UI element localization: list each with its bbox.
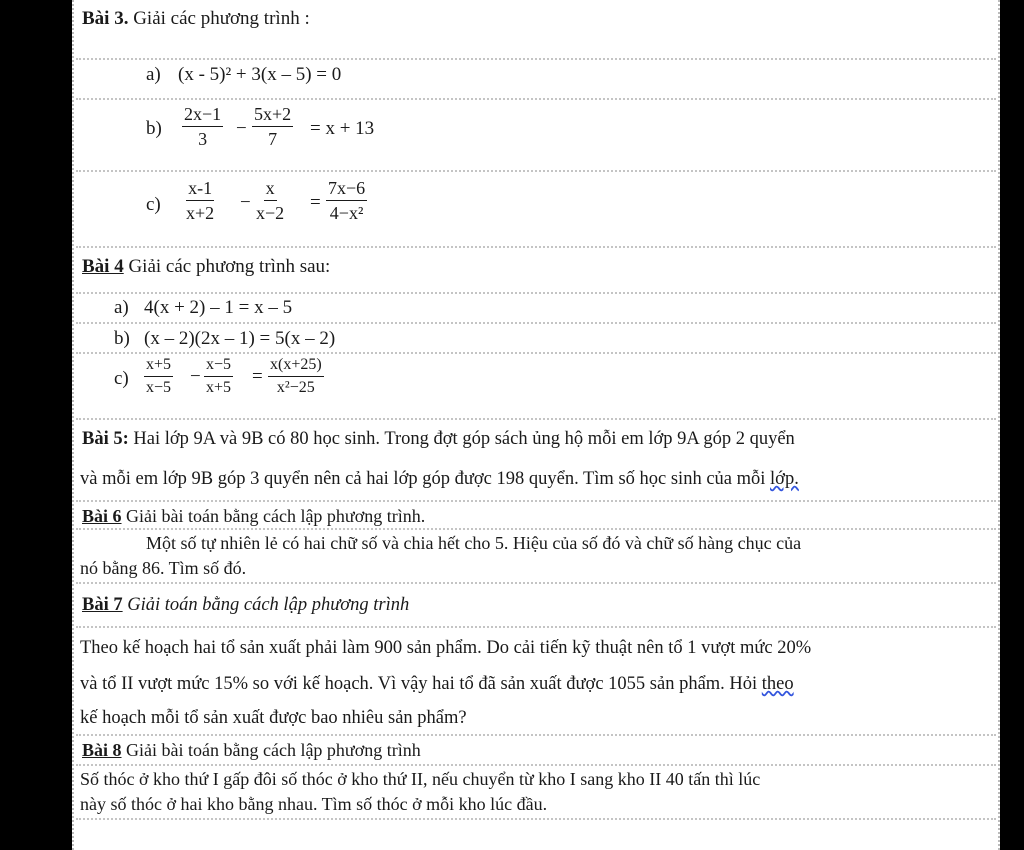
- bai3-heading: Bài 3. Giải các phương trình :: [82, 8, 310, 29]
- bai3-b-fraction-1: $\frac{2x-1}{3}$: [184, 104, 222, 149]
- table-line: [76, 246, 996, 248]
- bai7-heading: Bài 7 Giải toán bằng cách lập phương trình: [82, 595, 410, 615]
- table-line: [76, 764, 996, 766]
- bai3-c-fraction-3: $\frac{7x-6}{\text{4−x²}}$: [328, 178, 366, 223]
- bai3-b-minus: −: [236, 118, 247, 139]
- table-line: [76, 626, 996, 628]
- bai5-line-2: và mỗi em lớp 9B góp 3 quyển nên cả hai lớp góp được 198 quyển. Tìm số học sinh của mỗi lớp.: [80, 469, 799, 489]
- bai7-line-3: kế hoạch mỗi tổ sản xuất được bao nhiêu sản phẩm?: [80, 708, 467, 728]
- bai6-line-2: nó bằng 86. Tìm số đó.: [80, 558, 247, 578]
- bai3-c-equals: =: [310, 192, 321, 213]
- bai4-c-fraction-2: $\frac{x-5}{x+5}$: [206, 356, 232, 396]
- bai8-heading: Bài 8 Giải bài toán bằng cách lập phương trình: [82, 740, 421, 760]
- table-line: [76, 322, 996, 324]
- bai6-line-1: Một số tự nhiên lẻ có hai chữ số và chia hết cho 5. Hiệu của số đó và chữ số hàng chục của: [146, 533, 802, 553]
- bai8-line-1: Số thóc ở kho thứ I gấp đôi số thóc ở kho thứ II, nếu chuyển từ kho I sang kho II 40 tấn thì lúc: [80, 769, 761, 789]
- bai4-heading: Bài 4 Giải các phương trình sau:: [82, 256, 331, 277]
- table-line: [76, 818, 996, 820]
- bai4-c-fraction-1: $\frac{x+5}{x-5}$: [146, 356, 172, 396]
- bai3-c-label: c): [146, 194, 161, 215]
- bai3-c-fraction-2: $\frac{x}{x-2}$: [256, 178, 285, 223]
- bai3-c-minus: −: [240, 192, 251, 213]
- table-line: [76, 352, 996, 354]
- table-line: [76, 98, 996, 100]
- bai4-b-label: b): [114, 328, 130, 349]
- table-line: [76, 58, 996, 60]
- bai3-c-fraction-1: $\frac{x-1}{x+2}$: [186, 178, 215, 223]
- bai4-c-equals: =: [252, 366, 263, 387]
- bai4-b-equation: (x – 2)(2x – 1) = 5(x – 2): [144, 328, 336, 349]
- bai3-b-rhs: = x + 13: [310, 118, 375, 139]
- table-line: [76, 292, 996, 294]
- bai4-a-label: a): [114, 297, 129, 318]
- table-line: [76, 734, 996, 736]
- bai7-line-2: và tổ II vượt mức 15% so với kế hoạch. Vì vậy hai tổ đã sản xuất được 1055 sản phẩm. Hỏi theo: [80, 674, 794, 694]
- document-page: [72, 0, 1000, 850]
- bai3-b-fraction-2: $\frac{5x+2}{7}$: [254, 104, 292, 149]
- bai7-line-1: Theo kế hoạch hai tổ sản xuất phải làm 900 sản phẩm. Do cải tiến kỹ thuật nên tổ 1 vượt mức 20%: [80, 638, 812, 658]
- bai3-b-label: b): [146, 118, 162, 139]
- bai4-c-fraction-3: $\frac{x(x+25)}{\text{x²−25}}$: [270, 356, 322, 396]
- table-line: [76, 418, 996, 420]
- bai5-line-1: Bài 5: Hai lớp 9A và 9B có 80 học sinh. Trong đợt góp sách ủng hộ mỗi em lớp 9A góp 2 quyển: [82, 429, 795, 449]
- bai4-c-minus: −: [190, 366, 201, 387]
- table-line: [76, 528, 996, 530]
- table-line: [76, 500, 996, 502]
- bai4-c-label: c): [114, 368, 129, 389]
- bai4-a-equation: 4(x + 2) – 1 = x – 5: [144, 297, 293, 318]
- bai8-line-2: này số thóc ở hai kho bằng nhau. Tìm số thóc ở mỗi kho lúc đầu.: [80, 794, 548, 814]
- bai3-a-equation: (x - 5)² + 3(x – 5) = 0: [178, 64, 342, 85]
- table-line: [76, 170, 996, 172]
- bai3-a-label: a): [146, 64, 161, 85]
- table-line: [76, 582, 996, 584]
- bai6-heading: Bài 6 Giải bài toán bằng cách lập phương trình.: [82, 506, 426, 526]
